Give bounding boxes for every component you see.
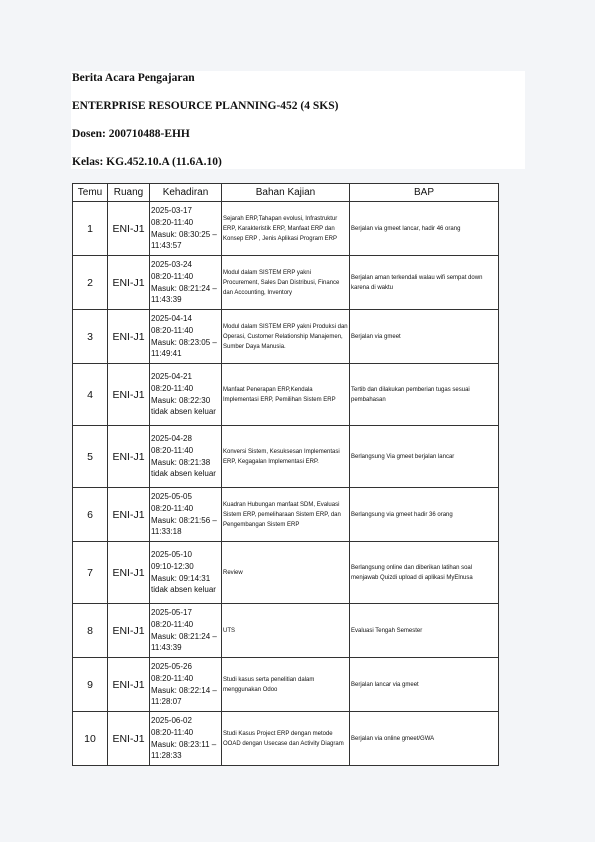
table-row xyxy=(73,364,499,426)
attendance-date: 2025-05-05 xyxy=(151,492,192,502)
room-code: ENI-J1 xyxy=(108,426,150,488)
course-name: ENTERPRISE RESOURCE PLANNING-452 (4 SKS) xyxy=(72,100,339,112)
table-row xyxy=(73,202,499,256)
attendance-cell xyxy=(150,202,222,256)
bap-cell: Evaluasi Tengah Semester xyxy=(350,604,499,658)
document-title: Berita Acara Pengajaran xyxy=(72,72,195,84)
attendance-schedule: 08:20-11:40 xyxy=(151,325,194,335)
table-row xyxy=(73,256,499,310)
teaching-record-table xyxy=(72,183,499,766)
topic-cell: Kuadran Hubungan manfaat SDM, Evaluasi Sistem ERP, pemeliharaan Sistem ERP, dan Pengembangan Sistem ERP xyxy=(222,488,350,542)
attendance-cell xyxy=(150,604,222,658)
table-row xyxy=(73,712,499,766)
bap-cell: Berlangsung online dan diberikan latihan soal menjawab Quizdi upload di aplikasi MyElnusa xyxy=(350,542,499,604)
attendance-schedule: 08:20-11:40 xyxy=(151,673,194,683)
attendance-date: 2025-04-28 xyxy=(151,434,192,444)
attendance-date: 2025-05-17 xyxy=(151,608,192,618)
bap-cell: Berjalan lancar via gmeet xyxy=(350,658,499,712)
attendance-schedule: 08:20-11:40 xyxy=(151,619,194,629)
attendance-checkin: Masuk: 08:23:11 – 11:28:33 xyxy=(151,739,217,761)
room-code: ENI-J1 xyxy=(108,310,150,364)
room-code: ENI-J1 xyxy=(108,364,150,426)
attendance-schedule: 08:20-11:40 xyxy=(151,383,194,393)
class-code: Kelas: KG.452.10.A (11.6A.10) xyxy=(72,156,222,168)
attendance-checkin: Masuk: 08:21:24 – 11:43:39 xyxy=(151,631,217,653)
session-number: 8 xyxy=(73,604,108,658)
session-number: 4 xyxy=(73,364,108,426)
topic-cell: Konversi Sistem, Kesuksesan Implementasi ERP, Kegagalan Implementasi ERP. xyxy=(222,426,350,488)
table-row xyxy=(73,488,499,542)
session-number: 3 xyxy=(73,310,108,364)
attendance-schedule: 08:20-11:40 xyxy=(151,217,194,227)
session-number: 1 xyxy=(73,202,108,256)
attendance-schedule: 08:20-11:40 xyxy=(151,271,194,281)
attendance-date: 2025-03-17 xyxy=(151,206,192,216)
topic-cell: Studi Kasus Project ERP dengan metode OOAD dengan Usecase dan Activity Diagram xyxy=(222,712,350,766)
attendance-date: 2025-04-14 xyxy=(151,314,192,324)
session-number: 9 xyxy=(73,658,108,712)
attendance-date: 2025-06-02 xyxy=(151,716,192,726)
room-code: ENI-J1 xyxy=(108,658,150,712)
attendance-checkin: Masuk: 08:21:24 – 11:43:39 xyxy=(151,283,217,305)
attendance-date: 2025-05-10 xyxy=(151,550,192,560)
column-header-bahan-kajian: Bahan Kajian xyxy=(222,184,350,202)
table-row xyxy=(73,426,499,488)
bap-cell: Berlangsung Via gmeet berjalan lancar xyxy=(350,426,499,488)
bap-cell: Berjalan via online gmeet/GWA xyxy=(350,712,499,766)
attendance-cell xyxy=(150,658,222,712)
attendance-schedule: 09:10-12:30 xyxy=(151,561,194,571)
topic-cell: Modul dalam SISTEM ERP yakni Procurement, Sales Dan Distribusi, Finance dan Accounting, Inventory xyxy=(222,256,350,310)
bap-cell: Berjalan aman terkendali walau wifi sempat down karena di waktu xyxy=(350,256,499,310)
session-number: 10 xyxy=(73,712,108,766)
bap-cell: Berlangsung via gmeet hadir 36 orang xyxy=(350,488,499,542)
attendance-checkin: Masuk: 08:22:30 tidak absen keluar xyxy=(151,395,216,417)
bap-cell: Tertib dan dilakukan pemberian tugas sesuai pembahasan xyxy=(350,364,499,426)
column-header-ruang: Ruang xyxy=(108,184,150,202)
attendance-cell xyxy=(150,488,222,542)
attendance-cell xyxy=(150,542,222,604)
session-number: 5 xyxy=(73,426,108,488)
room-code: ENI-J1 xyxy=(108,202,150,256)
attendance-schedule: 08:20-11:40 xyxy=(151,445,194,455)
column-header-temu: Temu xyxy=(73,184,108,202)
document-header xyxy=(71,71,525,169)
table-header-row xyxy=(73,184,499,202)
bap-cell: Berjalan via gmeet lancar, hadir 46 orang xyxy=(350,202,499,256)
attendance-cell xyxy=(150,426,222,488)
attendance-checkin: Masuk: 08:23:05 –11:49:41 xyxy=(151,337,217,359)
table-row xyxy=(73,604,499,658)
attendance-cell xyxy=(150,364,222,426)
room-code: ENI-J1 xyxy=(108,712,150,766)
room-code: ENI-J1 xyxy=(108,488,150,542)
column-header-kehadiran: Kehadiran xyxy=(150,184,222,202)
topic-cell: Sejarah ERP,Tahapan evolusi, Infrastruktur ERP, Karakteristik ERP, Manfaat ERP dan Konsep ERP , Jenis Aplikasi Program ERP xyxy=(222,202,350,256)
lecturer-id: Dosen: 200710488-EHH xyxy=(72,128,190,140)
topic-cell: UTS xyxy=(222,604,350,658)
attendance-checkin: Masuk: 08:21:38 tidak absen keluar xyxy=(151,457,216,479)
topic-cell: Studi kasus serta penelitian dalam menggunakan Odoo xyxy=(222,658,350,712)
session-number: 6 xyxy=(73,488,108,542)
topic-cell: Modul dalam SISTEM ERP yakni Produksi dan Operasi, Customer Relationship Manajemen, Sumber Daya Manusia. xyxy=(222,310,350,364)
topic-cell: Review xyxy=(222,542,350,604)
session-number: 7 xyxy=(73,542,108,604)
attendance-date: 2025-03-24 xyxy=(151,260,192,270)
table-row xyxy=(73,310,499,364)
attendance-checkin: Masuk: 08:22:14 – 11:28:07 xyxy=(151,685,217,707)
table-row xyxy=(73,658,499,712)
table-row xyxy=(73,542,499,604)
column-header-bap: BAP xyxy=(350,184,499,202)
attendance-cell xyxy=(150,256,222,310)
attendance-date: 2025-04-21 xyxy=(151,372,192,382)
topic-cell: Manfaat Penerapan ERP,Kendala Implementasi ERP, Pemilihan Sistem ERP xyxy=(222,364,350,426)
attendance-checkin: Masuk: 08:30:25 –11:43:57 xyxy=(151,229,217,251)
attendance-schedule: 08:20-11:40 xyxy=(151,503,194,513)
attendance-date: 2025-05-26 xyxy=(151,662,192,672)
attendance-cell xyxy=(150,310,222,364)
attendance-schedule: 08:20-11:40 xyxy=(151,727,194,737)
attendance-checkin: Masuk: 08:21:56 – 11:33:18 xyxy=(151,515,217,537)
session-number: 2 xyxy=(73,256,108,310)
room-code: ENI-J1 xyxy=(108,256,150,310)
attendance-checkin: Masuk: 09:14:31 tidak absen keluar xyxy=(151,573,216,595)
room-code: ENI-J1 xyxy=(108,604,150,658)
room-code: ENI-J1 xyxy=(108,542,150,604)
bap-cell: Berjalan via gmeet xyxy=(350,310,499,364)
attendance-cell xyxy=(150,712,222,766)
